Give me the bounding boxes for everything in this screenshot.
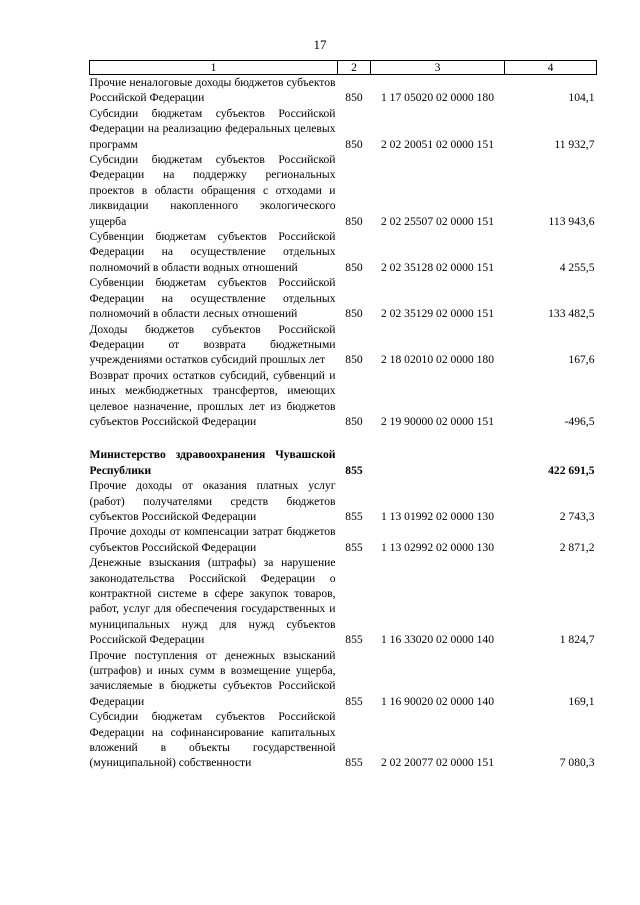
admin-code: 855	[345, 540, 363, 554]
table-row	[90, 555, 597, 647]
table-row	[90, 106, 597, 152]
amount: 169,1	[568, 694, 595, 708]
revenue-name: Субсидии бюджетам субъектов Российской Федерации на реализацию федеральных целевых программ	[89, 106, 336, 151]
budget-classification-code: 1 16 90020 02 0000 140	[380, 694, 495, 708]
table-header	[90, 61, 597, 75]
revenue-name: Субсидии бюджетам субъектов Российской Федерации на поддержку региональных проектов в области обращения с отходами и ликвидации накопленного экологического ущерба	[89, 153, 336, 228]
amount: 104,1	[568, 91, 595, 105]
budget-classification-code: 2 02 35129 02 0000 151	[380, 307, 495, 321]
amount: 2 743,3	[559, 509, 595, 523]
page-number: 17	[313, 37, 327, 52]
table-row	[90, 648, 597, 710]
budget-classification-code: 1 13 01992 02 0000 130	[380, 509, 495, 523]
admin-code: 850	[345, 353, 363, 367]
revenue-name: Прочие доходы от компенсации затрат бюджетов субъектов Российской Федерации	[89, 525, 336, 554]
table-row	[90, 152, 597, 229]
amount: 2 871,2	[559, 540, 595, 554]
admin-code: 855	[345, 694, 363, 708]
table-row	[90, 709, 597, 771]
admin-code: 855	[345, 633, 363, 647]
budget-classification-code: 1 16 33020 02 0000 140	[380, 633, 495, 647]
amount: 4 255,5	[559, 260, 595, 274]
amount: -496,5	[564, 414, 595, 428]
budget-classification-code: 1 17 05020 02 0000 180	[380, 91, 495, 105]
table-row	[90, 229, 597, 275]
admin-code: 850	[345, 214, 363, 228]
table-body	[90, 75, 597, 771]
budget-classification-code: 1 13 02992 02 0000 130	[380, 540, 495, 554]
admin-code: 850	[345, 260, 363, 274]
admin-code: 850	[345, 307, 363, 321]
admin-code: 850	[345, 91, 363, 105]
revenue-name: Денежные взыскания (штрафы) за нарушение законодательства Российской Федерации о контрактной системе в сфере закупок товаров, работ, услуг для обеспечения государственных и муниципальных нужд для нужд субъектов Российской Федерации	[89, 556, 336, 647]
amount: 7 080,3	[559, 756, 595, 770]
budget-classification-code: 2 02 35128 02 0000 151	[380, 260, 495, 274]
revenue-name: Прочие поступления от денежных взысканий (штрафов) и иных сумм в возмещение ущерба, зачисляемые в бюджеты субъектов Российской Федерации	[89, 648, 336, 708]
table-row	[90, 368, 597, 430]
budget-classification-code	[371, 429, 505, 478]
revenue-name: Субвенции бюджетам субъектов Российской Федерации на осуществление отдельных полномочий в области лесных отношений	[89, 276, 336, 321]
revenue-name: Возврат прочих остатков субсидий, субвенций и иных межбюджетных трансфертов, имеющих целевое назначение, прошлых лет из бюджетов субъектов Российской Федерации	[89, 368, 336, 428]
table-row	[90, 75, 597, 106]
admin-code: 855	[345, 463, 363, 477]
budget-classification-code: 2 02 20077 02 0000 151	[380, 756, 495, 770]
revenue-name: Прочие доходы от оказания платных услуг (работ) получателями средств бюджетов субъектов Российской Федерации	[89, 479, 336, 523]
table-row	[90, 322, 597, 368]
column-header-2: 2	[338, 61, 371, 75]
amount: 113 943,6	[548, 214, 595, 228]
column-header-3: 3	[371, 61, 505, 75]
column-header-4: 4	[505, 61, 597, 75]
revenue-table	[89, 60, 597, 771]
revenue-name: Доходы бюджетов субъектов Российской Федерации от возврата бюджетными учреждениями остатков субсидий прошлых лет	[89, 322, 336, 367]
table-row	[90, 478, 597, 524]
amount: 133 482,5	[548, 307, 595, 321]
revenue-name: Министерство здравоохранения Чувашской Республики	[89, 448, 336, 477]
amount: 422 691,5	[548, 463, 595, 477]
amount: 1 824,7	[559, 633, 595, 647]
table-row	[90, 524, 597, 555]
budget-classification-code: 2 02 20051 02 0000 151	[380, 137, 495, 151]
revenue-name: Субсидии бюджетам субъектов Российской Федерации на софинансирование капитальных вложений в объекты государственной (муниципальной) собственности	[89, 710, 336, 770]
budget-classification-code: 2 18 02010 02 0000 180	[380, 353, 495, 367]
admin-code: 850	[345, 137, 363, 151]
admin-code: 850	[345, 414, 363, 428]
admin-code: 855	[345, 509, 363, 523]
revenue-name: Прочие неналоговые доходы бюджетов субъектов Российской Федерации	[89, 76, 336, 105]
revenue-name: Субвенции бюджетам субъектов Российской Федерации на осуществление отдельных полномочий в области водных отношений	[89, 230, 336, 274]
admin-code: 855	[345, 756, 363, 770]
budget-classification-code: 2 19 90000 02 0000 151	[380, 414, 495, 428]
column-header-1: 1	[90, 61, 338, 75]
ministry-row	[90, 429, 597, 478]
budget-classification-code: 2 02 25507 02 0000 151	[380, 214, 495, 228]
table-row	[90, 275, 597, 321]
amount: 167,6	[568, 353, 595, 367]
amount: 11 932,7	[554, 137, 595, 151]
